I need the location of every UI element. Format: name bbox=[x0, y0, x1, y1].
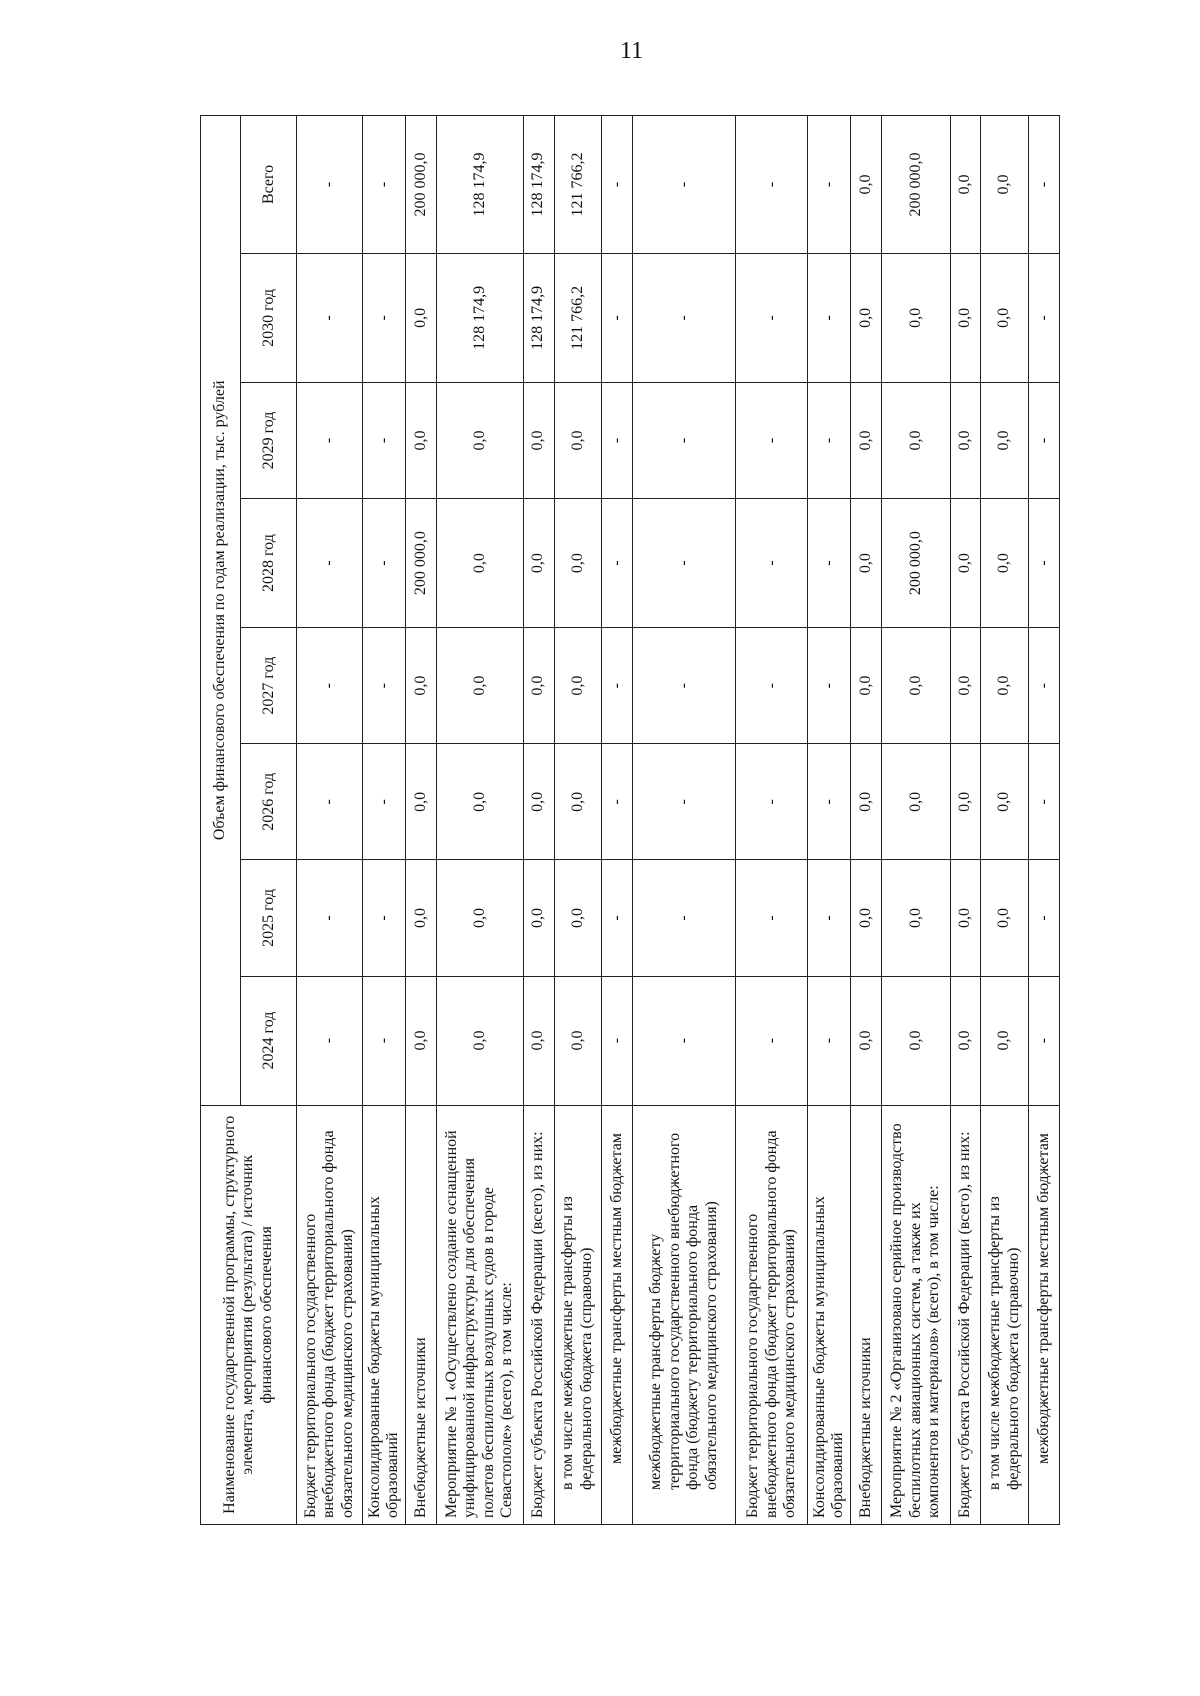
cell-value: 0,0 bbox=[851, 628, 882, 744]
cell-value: - bbox=[633, 253, 736, 382]
cell-value: 0,0 bbox=[406, 253, 437, 382]
cell-value: - bbox=[602, 116, 633, 254]
header-year-2024: 2024 год bbox=[241, 976, 297, 1105]
cell-value: 0,0 bbox=[950, 253, 981, 382]
cell-value: - bbox=[736, 744, 808, 860]
cell-value: - bbox=[808, 116, 851, 254]
cell-value: - bbox=[1028, 253, 1059, 382]
header-name-column: Наименование государственной программы, структурного элемента, мероприятия (результата) / источник финансового обеспечения bbox=[201, 1105, 297, 1524]
cell-value: 0,0 bbox=[851, 499, 882, 628]
cell-value: - bbox=[633, 499, 736, 628]
cell-value: 0,0 bbox=[981, 116, 1028, 254]
cell-value: - bbox=[363, 860, 406, 976]
cell-value: - bbox=[363, 744, 406, 860]
financing-table bbox=[200, 115, 1060, 1525]
cell-value: 0,0 bbox=[554, 628, 601, 744]
cell-value: 128 174,9 bbox=[523, 253, 554, 382]
cell-value: - bbox=[736, 253, 808, 382]
cell-value: 128 174,9 bbox=[437, 253, 524, 382]
cell-value: 0,0 bbox=[950, 976, 981, 1105]
cell-value: - bbox=[363, 628, 406, 744]
cell-value: 0,0 bbox=[554, 744, 601, 860]
cell-value: - bbox=[297, 744, 363, 860]
cell-value: 0,0 bbox=[851, 253, 882, 382]
header-financing-group: Объем финансового обеспечения по годам реализации, тыс. рублей bbox=[201, 116, 241, 1106]
cell-value: 0,0 bbox=[437, 976, 524, 1105]
table-row bbox=[602, 116, 633, 1525]
table-row bbox=[950, 116, 981, 1525]
cell-value: - bbox=[808, 499, 851, 628]
cell-value: 200 000,0 bbox=[882, 116, 950, 254]
table-row bbox=[736, 116, 808, 1525]
cell-value: - bbox=[633, 860, 736, 976]
header-year-2027: 2027 год bbox=[241, 628, 297, 744]
cell-value: - bbox=[297, 116, 363, 254]
cell-value: 0,0 bbox=[851, 744, 882, 860]
cell-value: - bbox=[602, 860, 633, 976]
cell-value: - bbox=[633, 628, 736, 744]
cell-value: - bbox=[736, 628, 808, 744]
table-row bbox=[523, 116, 554, 1525]
row-label: Бюджет субъекта Российской Федерации (всего), из них: bbox=[950, 1105, 981, 1524]
row-label: Мероприятие № 2 «Организовано серийное производство беспилотных авиационных систем, а также их компонентов и материалов» (всего), в том числе: bbox=[882, 1105, 950, 1524]
cell-value: - bbox=[1028, 976, 1059, 1105]
cell-value: - bbox=[297, 499, 363, 628]
cell-value: - bbox=[1028, 744, 1059, 860]
cell-value: - bbox=[808, 253, 851, 382]
cell-value: 0,0 bbox=[851, 860, 882, 976]
header-year-2028: 2028 год bbox=[241, 499, 297, 628]
cell-value: 0,0 bbox=[882, 744, 950, 860]
cell-value: 0,0 bbox=[406, 976, 437, 1105]
cell-value: - bbox=[808, 628, 851, 744]
cell-value: 0,0 bbox=[950, 382, 981, 498]
table-row bbox=[981, 116, 1028, 1525]
cell-value: - bbox=[633, 116, 736, 254]
cell-value: - bbox=[633, 382, 736, 498]
cell-value: 0,0 bbox=[851, 382, 882, 498]
table-row bbox=[851, 116, 882, 1525]
cell-value: - bbox=[297, 253, 363, 382]
cell-value: 0,0 bbox=[981, 744, 1028, 860]
cell-value: 0,0 bbox=[554, 860, 601, 976]
header-total: Всего bbox=[241, 116, 297, 254]
header-year-2025: 2025 год bbox=[241, 860, 297, 976]
cell-value: - bbox=[602, 628, 633, 744]
header-year-2029: 2029 год bbox=[241, 382, 297, 498]
table-row bbox=[406, 116, 437, 1525]
cell-value: 0,0 bbox=[981, 860, 1028, 976]
cell-value: 0,0 bbox=[981, 382, 1028, 498]
cell-value: 0,0 bbox=[981, 499, 1028, 628]
row-label: Мероприятие № 1 «Осуществлено создание оснащенной унифицированной инфраструктуры для обеспечения полетов беспилотных воздушных судов в городе Севастополе» (всего), в том числе: bbox=[437, 1105, 524, 1524]
cell-value: 0,0 bbox=[523, 628, 554, 744]
cell-value: - bbox=[363, 382, 406, 498]
table-row bbox=[363, 116, 406, 1525]
cell-value: 0,0 bbox=[406, 628, 437, 744]
cell-value: 0,0 bbox=[523, 499, 554, 628]
cell-value: - bbox=[1028, 499, 1059, 628]
cell-value: - bbox=[363, 253, 406, 382]
row-label: в том числе межбюджетные трансферты из федерального бюджета (справочно) bbox=[554, 1105, 601, 1524]
table-row bbox=[882, 116, 950, 1525]
cell-value: - bbox=[633, 744, 736, 860]
row-label: Бюджет территориального государственного внебюджетного фонда (бюджет территориального фонда обязательного медицинского страхования) bbox=[297, 1105, 363, 1524]
cell-value: 0,0 bbox=[981, 253, 1028, 382]
cell-value: - bbox=[633, 976, 736, 1105]
page-number: 11 bbox=[620, 38, 644, 64]
cell-value: 0,0 bbox=[981, 976, 1028, 1105]
row-label: Внебюджетные источники bbox=[851, 1105, 882, 1524]
cell-value: 0,0 bbox=[523, 860, 554, 976]
table-row bbox=[554, 116, 601, 1525]
cell-value: 0,0 bbox=[554, 976, 601, 1105]
cell-value: 0,0 bbox=[554, 382, 601, 498]
cell-value: 121 766,2 bbox=[554, 116, 601, 254]
cell-value: - bbox=[808, 976, 851, 1105]
cell-value: - bbox=[1028, 860, 1059, 976]
cell-value: 0,0 bbox=[981, 628, 1028, 744]
cell-value: - bbox=[363, 976, 406, 1105]
cell-value: 0,0 bbox=[882, 628, 950, 744]
cell-value: 0,0 bbox=[882, 860, 950, 976]
cell-value: 200 000,0 bbox=[406, 116, 437, 254]
row-label: межбюджетные трансферты бюджету территориального государственного внебюджетного фонда (бюджету территориального фонда обязательного медицинского страхования) bbox=[633, 1105, 736, 1524]
cell-value: 0,0 bbox=[554, 499, 601, 628]
cell-value: - bbox=[736, 860, 808, 976]
cell-value: 200 000,0 bbox=[882, 499, 950, 628]
cell-value: - bbox=[297, 860, 363, 976]
cell-value: 0,0 bbox=[882, 382, 950, 498]
row-label: Консолидированные бюджеты муниципальных образований bbox=[363, 1105, 406, 1524]
cell-value: 0,0 bbox=[437, 860, 524, 976]
cell-value: - bbox=[736, 116, 808, 254]
cell-value: 0,0 bbox=[437, 628, 524, 744]
table-row bbox=[1028, 116, 1059, 1525]
row-label: межбюджетные трансферты местным бюджетам bbox=[602, 1105, 633, 1524]
cell-value: - bbox=[736, 382, 808, 498]
table-row bbox=[297, 116, 363, 1525]
cell-value: - bbox=[602, 253, 633, 382]
row-label: Консолидированные бюджеты муниципальных образований bbox=[808, 1105, 851, 1524]
cell-value: - bbox=[297, 976, 363, 1105]
cell-value: 0,0 bbox=[437, 499, 524, 628]
row-label: Внебюджетные источники bbox=[406, 1105, 437, 1524]
cell-value: 0,0 bbox=[851, 116, 882, 254]
row-label: Бюджет субъекта Российской Федерации (всего), из них: bbox=[523, 1105, 554, 1524]
cell-value: 0,0 bbox=[406, 382, 437, 498]
cell-value: 128 174,9 bbox=[437, 116, 524, 254]
cell-value: 128 174,9 bbox=[523, 116, 554, 254]
row-label: в том числе межбюджетные трансферты из федерального бюджета (справочно) bbox=[981, 1105, 1028, 1524]
cell-value: 0,0 bbox=[950, 628, 981, 744]
cell-value: 0,0 bbox=[950, 499, 981, 628]
table-row bbox=[437, 116, 524, 1525]
cell-value: - bbox=[808, 860, 851, 976]
cell-value: 0,0 bbox=[523, 976, 554, 1105]
rotated-table-wrapper bbox=[200, 115, 1060, 1525]
cell-value: - bbox=[736, 499, 808, 628]
cell-value: 0,0 bbox=[406, 860, 437, 976]
cell-value: - bbox=[602, 976, 633, 1105]
cell-value: - bbox=[1028, 116, 1059, 254]
cell-value: 0,0 bbox=[523, 382, 554, 498]
cell-value: - bbox=[297, 382, 363, 498]
row-label: Бюджет территориального государственного внебюджетного фонда (бюджет территориального фонда обязательного медицинского страхования) bbox=[736, 1105, 808, 1524]
cell-value: - bbox=[602, 744, 633, 860]
header-year-2026: 2026 год bbox=[241, 744, 297, 860]
cell-value: 121 766,2 bbox=[554, 253, 601, 382]
cell-value: - bbox=[363, 499, 406, 628]
table-row bbox=[808, 116, 851, 1525]
cell-value: 0,0 bbox=[437, 744, 524, 860]
cell-value: - bbox=[602, 382, 633, 498]
cell-value: 0,0 bbox=[523, 744, 554, 860]
cell-value: - bbox=[736, 976, 808, 1105]
cell-value: 0,0 bbox=[406, 744, 437, 860]
table-row bbox=[633, 116, 736, 1525]
cell-value: - bbox=[297, 628, 363, 744]
cell-value: 0,0 bbox=[950, 116, 981, 254]
cell-value: 0,0 bbox=[882, 976, 950, 1105]
header-year-2030: 2030 год bbox=[241, 253, 297, 382]
cell-value: - bbox=[363, 116, 406, 254]
cell-value: 200 000,0 bbox=[406, 499, 437, 628]
cell-value: 0,0 bbox=[437, 382, 524, 498]
cell-value: 0,0 bbox=[950, 860, 981, 976]
cell-value: - bbox=[808, 744, 851, 860]
cell-value: - bbox=[1028, 382, 1059, 498]
row-label: межбюджетные трансферты местным бюджетам bbox=[1028, 1105, 1059, 1524]
cell-value: - bbox=[602, 499, 633, 628]
cell-value: - bbox=[808, 382, 851, 498]
cell-value: - bbox=[1028, 628, 1059, 744]
cell-value: 0,0 bbox=[950, 744, 981, 860]
cell-value: 0,0 bbox=[882, 253, 950, 382]
cell-value: 0,0 bbox=[851, 976, 882, 1105]
